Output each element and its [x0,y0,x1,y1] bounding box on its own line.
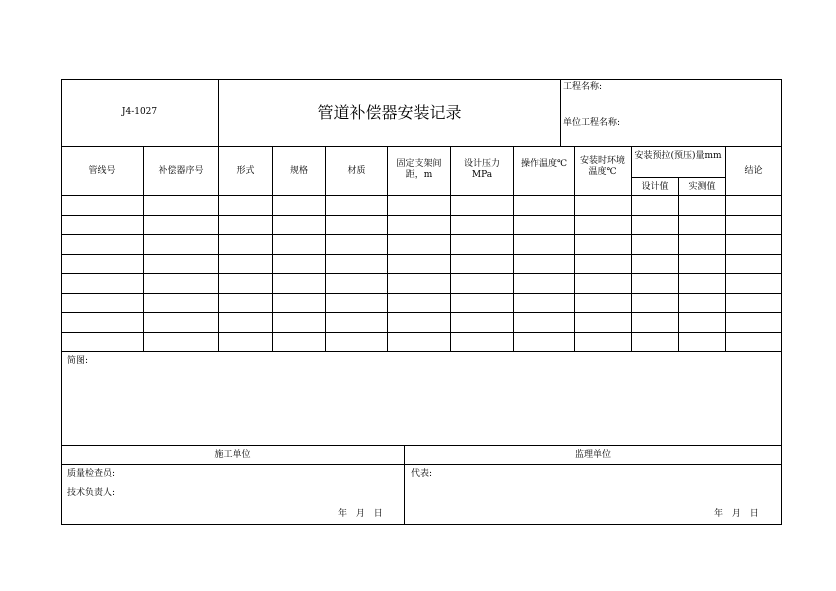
col-header-design-pressure: 设计压力MPa [463,159,500,180]
divider [61,332,782,333]
representative-label: 代表: [411,469,433,479]
supervision-unit-label: 监理单位 [574,450,611,460]
divider [61,351,782,352]
divider [560,79,561,147]
divider [450,146,451,352]
divider [513,146,514,352]
divider [61,273,782,274]
col-header-form: 形式 [236,166,255,176]
divider [574,146,575,352]
technical-lead-label: 技术负责人: [67,488,116,498]
sketch-label: 简图: [67,356,89,366]
col-header-prestretch: 安装预拉(预压)量mm [634,151,722,161]
construction-unit-label: 施工单位 [214,450,251,460]
quality-inspector-label: 质量检查员: [67,469,116,479]
divider [61,445,782,446]
divider [678,177,679,352]
col-header-measured-value: 实测值 [688,182,716,192]
date-right: 年 月 日 [714,509,759,519]
divider [61,464,782,465]
col-header-ambient-temp: 安装时环境温度℃ [579,156,625,177]
page-title: 管道补偿器安装记录 [317,103,462,122]
divider [61,254,782,255]
border-bottom [61,524,782,525]
divider [61,215,782,216]
col-header-design-value: 设计值 [641,182,669,192]
record-form [61,79,782,525]
divider [61,146,782,147]
divider [61,195,782,196]
col-header-operating-temp: 操作温度℃ [520,159,568,169]
col-header-conclusion: 结论 [744,166,763,176]
col-header-compensator-no: 补偿器序号 [158,166,204,176]
col-header-spec: 规格 [289,166,308,176]
col-header-material: 材质 [347,166,366,176]
unit-project-name-label: 单位工程名称: [563,118,621,128]
date-left: 年 月 日 [338,509,383,519]
project-name-label: 工程名称: [563,82,603,92]
col-header-support-distance: 固定支架间距，m [396,159,442,180]
divider [61,234,782,235]
divider [61,312,782,313]
form-code: J4-1027 [121,107,158,117]
divider [61,293,782,294]
border-top [61,79,782,80]
col-header-pipe-no: 管线号 [88,166,116,176]
divider [631,146,632,352]
